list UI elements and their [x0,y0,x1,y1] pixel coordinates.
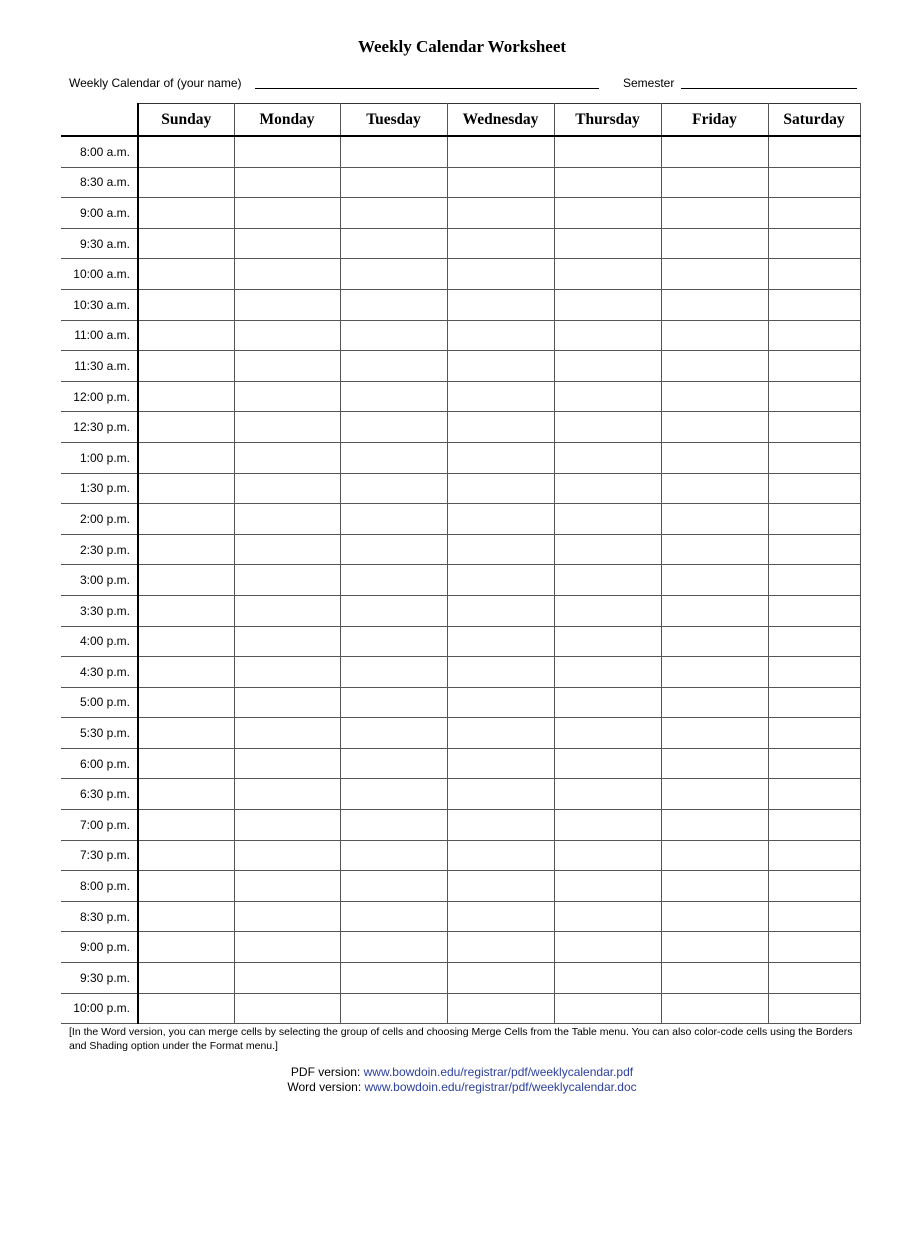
time-label: 6:00 p.m. [61,748,138,779]
schedule-cell[interactable] [554,810,661,841]
time-label: 6:30 p.m. [61,779,138,810]
time-slot-row [61,289,860,320]
schedule-cell[interactable] [768,718,860,749]
schedule-cell[interactable] [447,534,554,565]
schedule-cell[interactable] [138,504,234,535]
time-label: 2:00 p.m. [61,504,138,535]
schedule-cell[interactable] [138,779,234,810]
schedule-cell[interactable] [340,473,447,504]
name-label: Weekly Calendar of (your name) [69,76,242,90]
schedule-cell[interactable] [768,136,860,167]
schedule-cell[interactable] [768,504,860,535]
schedule-cell[interactable] [138,932,234,963]
schedule-cell[interactable] [661,381,768,412]
schedule-cell[interactable] [234,748,340,779]
time-slot-row [61,595,860,626]
time-slot-row [61,687,860,718]
schedule-cell[interactable] [138,473,234,504]
time-slot-row [61,810,860,841]
schedule-cell[interactable] [554,901,661,932]
schedule-cell[interactable] [234,840,340,871]
day-header: Tuesday [340,104,447,137]
time-label: 2:30 p.m. [61,534,138,565]
schedule-cell[interactable] [138,228,234,259]
schedule-cell[interactable] [768,473,860,504]
schedule-cell[interactable] [554,504,661,535]
schedule-cell[interactable] [554,351,661,382]
pdf-link[interactable]: www.bowdoin.edu/registrar/pdf/weeklycalendar.pdf [363,1065,634,1079]
schedule-cell[interactable] [768,871,860,902]
schedule-cell[interactable] [340,993,447,1024]
time-label: 9:30 a.m. [61,228,138,259]
schedule-cell[interactable] [768,289,860,320]
time-label: 1:00 p.m. [61,442,138,473]
day-header: Saturday [768,104,860,137]
schedule-cell[interactable] [447,473,554,504]
schedule-cell[interactable] [554,442,661,473]
schedule-cell[interactable] [138,136,234,167]
schedule-cell[interactable] [340,871,447,902]
schedule-cell[interactable] [768,412,860,443]
schedule-cell[interactable] [340,259,447,290]
schedule-cell[interactable] [661,657,768,688]
schedule-cell[interactable] [768,779,860,810]
schedule-cell[interactable] [447,320,554,351]
time-label: 11:00 a.m. [61,320,138,351]
schedule-cell[interactable] [447,351,554,382]
schedule-cell[interactable] [234,412,340,443]
schedule-cell[interactable] [340,932,447,963]
schedule-cell[interactable] [447,289,554,320]
schedule-cell[interactable] [768,228,860,259]
time-slot-row [61,167,860,198]
schedule-cell[interactable] [554,289,661,320]
schedule-cell[interactable] [661,687,768,718]
schedule-cell[interactable] [554,565,661,596]
pdf-version-line [0,1065,920,1080]
schedule-cell[interactable] [138,718,234,749]
time-slot-row [61,871,860,902]
schedule-cell[interactable] [340,810,447,841]
schedule-cell[interactable] [234,351,340,382]
semester-label: Semester [623,76,675,90]
time-label: 8:00 p.m. [61,871,138,902]
schedule-cell[interactable] [661,412,768,443]
time-label: 11:30 a.m. [61,351,138,382]
schedule-cell[interactable] [340,901,447,932]
schedule-cell[interactable] [340,748,447,779]
schedule-cell[interactable] [661,779,768,810]
time-slot-row [61,534,860,565]
time-slot-row [61,259,860,290]
corner-cell [61,104,138,137]
time-label: 5:00 p.m. [61,687,138,718]
schedule-cell[interactable] [138,657,234,688]
pdf-label: PDF version: [290,1065,361,1079]
time-label: 10:30 a.m. [61,289,138,320]
weekly-calendar-table [61,103,861,1024]
schedule-cell[interactable] [661,259,768,290]
schedule-cell[interactable] [554,871,661,902]
time-label: 7:00 p.m. [61,810,138,841]
schedule-cell[interactable] [138,993,234,1024]
day-header: Monday [234,104,340,137]
schedule-cell[interactable] [768,993,860,1024]
schedule-cell[interactable] [138,595,234,626]
schedule-cell[interactable] [447,840,554,871]
time-slot-row [61,840,860,871]
schedule-cell[interactable] [554,993,661,1024]
schedule-cell[interactable] [554,259,661,290]
day-header: Wednesday [447,104,554,137]
time-label: 8:30 a.m. [61,167,138,198]
time-slot-row [61,320,860,351]
time-slot-row [61,779,860,810]
schedule-cell[interactable] [447,932,554,963]
schedule-cell[interactable] [661,289,768,320]
schedule-cell[interactable] [661,504,768,535]
schedule-cell[interactable] [554,657,661,688]
time-slot-row [61,565,860,596]
schedule-cell[interactable] [340,289,447,320]
time-label: 4:30 p.m. [61,657,138,688]
schedule-cell[interactable] [234,871,340,902]
time-label: 9:00 a.m. [61,198,138,229]
schedule-cell[interactable] [554,198,661,229]
time-label: 12:30 p.m. [61,412,138,443]
time-slot-row [61,351,860,382]
schedule-cell[interactable] [138,810,234,841]
schedule-cell[interactable] [234,565,340,596]
schedule-cell[interactable] [768,167,860,198]
schedule-cell[interactable] [554,167,661,198]
schedule-cell[interactable] [447,504,554,535]
schedule-cell[interactable] [661,626,768,657]
schedule-cell[interactable] [234,595,340,626]
schedule-cell[interactable] [340,320,447,351]
page-title: Weekly Calendar Worksheet [357,37,567,56]
schedule-cell[interactable] [661,810,768,841]
schedule-cell[interactable] [447,718,554,749]
schedule-cell[interactable] [554,320,661,351]
schedule-cell[interactable] [340,595,447,626]
day-header: Thursday [554,104,661,137]
schedule-cell[interactable] [661,198,768,229]
schedule-cell[interactable] [138,901,234,932]
schedule-cell[interactable] [447,198,554,229]
schedule-cell[interactable] [768,810,860,841]
schedule-cell[interactable] [138,871,234,902]
schedule-cell[interactable] [768,963,860,994]
schedule-cell[interactable] [138,748,234,779]
schedule-cell[interactable] [234,289,340,320]
schedule-cell[interactable] [661,840,768,871]
schedule-cell[interactable] [138,167,234,198]
schedule-cell[interactable] [234,228,340,259]
time-label: 7:30 p.m. [61,840,138,871]
schedule-cell[interactable] [768,259,860,290]
schedule-cell[interactable] [554,748,661,779]
schedule-cell[interactable] [234,259,340,290]
schedule-cell[interactable] [138,289,234,320]
schedule-cell[interactable] [234,810,340,841]
schedule-cell[interactable] [340,442,447,473]
schedule-cell[interactable] [138,963,234,994]
time-label: 4:00 p.m. [61,626,138,657]
time-slot-row [61,993,860,1024]
schedule-cell[interactable] [661,748,768,779]
time-label: 5:30 p.m. [61,718,138,749]
schedule-cell[interactable] [234,198,340,229]
schedule-cell[interactable] [554,718,661,749]
schedule-cell[interactable] [340,167,447,198]
schedule-cell[interactable] [138,687,234,718]
time-slot-row [61,442,860,473]
schedule-cell[interactable] [661,565,768,596]
schedule-cell[interactable] [234,167,340,198]
schedule-cell[interactable] [447,871,554,902]
schedule-cell[interactable] [340,136,447,167]
schedule-cell[interactable] [138,381,234,412]
schedule-cell[interactable] [138,840,234,871]
footnote: [In the Word version, you can merge cells by selecting the group of cells and choosing Merge Cells from the Table menu. You can also color-code cells using the Borders and Shading option under the Format menu.] [69,1026,853,1052]
schedule-cell[interactable] [554,932,661,963]
time-label: 3:00 p.m. [61,565,138,596]
day-header: Friday [661,104,768,137]
calendar-body [61,136,860,1024]
schedule-cell[interactable] [661,136,768,167]
schedule-cell[interactable] [768,840,860,871]
time-label: 8:30 p.m. [61,901,138,932]
time-slot-row [61,136,860,167]
schedule-cell[interactable] [447,595,554,626]
schedule-cell[interactable] [768,657,860,688]
schedule-cell[interactable] [661,534,768,565]
time-slot-row [61,932,860,963]
time-label: 3:30 p.m. [61,595,138,626]
schedule-cell[interactable] [554,228,661,259]
schedule-cell[interactable] [554,534,661,565]
schedule-cell[interactable] [234,657,340,688]
time-label: 10:00 p.m. [61,993,138,1024]
schedule-cell[interactable] [234,718,340,749]
schedule-cell[interactable] [768,534,860,565]
schedule-cell[interactable] [340,718,447,749]
schedule-cell[interactable] [554,595,661,626]
schedule-cell[interactable] [447,228,554,259]
name-field[interactable] [255,88,599,89]
schedule-cell[interactable] [447,626,554,657]
schedule-cell[interactable] [138,534,234,565]
schedule-cell[interactable] [554,687,661,718]
time-slot-row [61,718,860,749]
time-slot-row [61,381,860,412]
schedule-cell[interactable] [661,442,768,473]
schedule-cell[interactable] [340,198,447,229]
schedule-cell[interactable] [447,167,554,198]
time-slot-row [61,657,860,688]
schedule-cell[interactable] [768,381,860,412]
schedule-cell[interactable] [661,473,768,504]
semester-field[interactable] [681,88,857,89]
schedule-cell[interactable] [340,228,447,259]
schedule-cell[interactable] [447,412,554,443]
word-link[interactable]: www.bowdoin.edu/registrar/pdf/weeklycalendar.doc [364,1080,637,1094]
schedule-cell[interactable] [340,657,447,688]
schedule-cell[interactable] [768,320,860,351]
schedule-cell[interactable] [138,198,234,229]
schedule-cell[interactable] [340,963,447,994]
schedule-cell[interactable] [661,932,768,963]
schedule-cell[interactable] [138,565,234,596]
schedule-cell[interactable] [447,259,554,290]
schedule-cell[interactable] [340,626,447,657]
schedule-cell[interactable] [138,626,234,657]
schedule-cell[interactable] [234,504,340,535]
schedule-cell[interactable] [447,565,554,596]
schedule-cell[interactable] [447,993,554,1024]
schedule-cell[interactable] [768,748,860,779]
schedule-cell[interactable] [234,442,340,473]
time-label: 8:00 a.m. [61,136,138,167]
schedule-cell[interactable] [234,534,340,565]
schedule-cell[interactable] [234,381,340,412]
schedule-cell[interactable] [554,136,661,167]
schedule-cell[interactable] [768,626,860,657]
schedule-cell[interactable] [340,351,447,382]
schedule-cell[interactable] [234,932,340,963]
schedule-cell[interactable] [340,779,447,810]
schedule-cell[interactable] [768,351,860,382]
schedule-cell[interactable] [234,901,340,932]
schedule-cell[interactable] [768,595,860,626]
schedule-cell[interactable] [768,198,860,229]
time-slot-row [61,473,860,504]
schedule-cell[interactable] [447,442,554,473]
time-slot-row [61,901,860,932]
schedule-cell[interactable] [661,595,768,626]
schedule-cell[interactable] [447,748,554,779]
schedule-cell[interactable] [554,840,661,871]
schedule-cell[interactable] [447,901,554,932]
schedule-cell[interactable] [554,412,661,443]
time-label: 9:30 p.m. [61,963,138,994]
schedule-cell[interactable] [340,412,447,443]
schedule-cell[interactable] [554,779,661,810]
time-label: 12:00 p.m. [61,381,138,412]
schedule-cell[interactable] [340,504,447,535]
word-version-line [0,1080,920,1095]
schedule-cell[interactable] [661,351,768,382]
time-slot-row [61,228,860,259]
schedule-cell[interactable] [768,687,860,718]
schedule-cell[interactable] [447,657,554,688]
schedule-cell[interactable] [661,871,768,902]
schedule-cell[interactable] [447,687,554,718]
schedule-cell[interactable] [234,779,340,810]
schedule-cell[interactable] [340,534,447,565]
day-header-row [61,104,860,137]
word-label: Word version: [287,1080,362,1094]
schedule-cell[interactable] [138,442,234,473]
schedule-cell[interactable] [661,901,768,932]
time-label: 10:00 a.m. [61,259,138,290]
time-slot-row [61,748,860,779]
schedule-cell[interactable] [554,626,661,657]
schedule-cell[interactable] [768,901,860,932]
time-label: 1:30 p.m. [61,473,138,504]
schedule-cell[interactable] [447,136,554,167]
time-slot-row [61,963,860,994]
version-links [0,1065,920,1095]
schedule-cell[interactable] [234,687,340,718]
schedule-cell[interactable] [138,351,234,382]
schedule-cell[interactable] [234,626,340,657]
schedule-cell[interactable] [768,442,860,473]
schedule-cell[interactable] [340,687,447,718]
schedule-cell[interactable] [447,381,554,412]
schedule-cell[interactable] [138,259,234,290]
schedule-cell[interactable] [661,963,768,994]
schedule-cell[interactable] [554,381,661,412]
schedule-cell[interactable] [340,381,447,412]
header-fields [69,75,864,91]
schedule-cell[interactable] [234,993,340,1024]
schedule-cell[interactable] [447,963,554,994]
schedule-cell[interactable] [340,565,447,596]
schedule-cell[interactable] [661,167,768,198]
schedule-cell[interactable] [768,565,860,596]
schedule-cell[interactable] [661,320,768,351]
schedule-cell[interactable] [661,718,768,749]
schedule-cell[interactable] [138,320,234,351]
schedule-cell[interactable] [138,412,234,443]
day-header: Sunday [138,104,234,137]
schedule-cell[interactable] [234,473,340,504]
schedule-cell[interactable] [234,136,340,167]
schedule-cell[interactable] [447,779,554,810]
time-slot-row [61,626,860,657]
schedule-cell[interactable] [234,320,340,351]
schedule-cell[interactable] [661,228,768,259]
schedule-cell[interactable] [234,963,340,994]
time-slot-row [61,504,860,535]
schedule-cell[interactable] [554,473,661,504]
schedule-cell[interactable] [768,932,860,963]
time-label: 9:00 p.m. [61,932,138,963]
time-slot-row [61,198,860,229]
schedule-cell[interactable] [554,963,661,994]
time-slot-row [61,412,860,443]
schedule-cell[interactable] [661,993,768,1024]
schedule-cell[interactable] [447,810,554,841]
schedule-cell[interactable] [340,840,447,871]
